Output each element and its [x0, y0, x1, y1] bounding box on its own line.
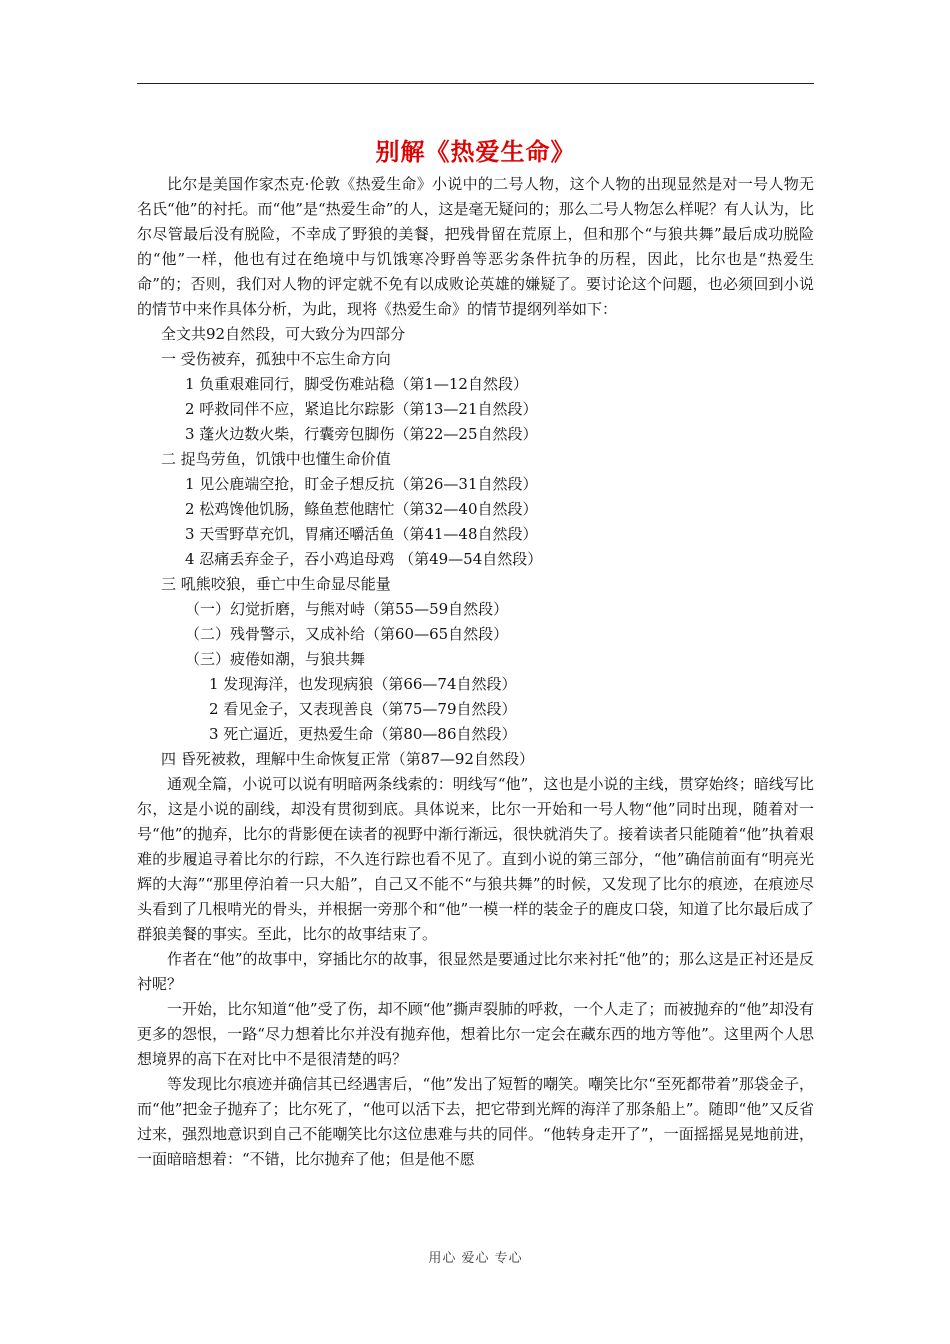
outline-item: 4 忍痛丢弃金子，吞小鸡追母鸡 （第49—54自然段） [185, 550, 543, 568]
body-paragraph: 一开始，比尔知道“他”受了伤，却不顾“他”撕声裂肺的呼救，一个人走了；而被抛弃的“他”却没有更多的怨恨，一路“尽力想着比尔并没有抛弃他，想着比尔一定会在藏东西的地方等他”。这里两个人思想境界的高下在对比中不是很清楚的吗？ [137, 1000, 814, 1068]
outline-subitem: 1 发现海洋，也发现病狼（第66—74自然段） [209, 675, 517, 693]
outline-item: （一）幻觉折磨，与熊对峙（第55—59自然段） [185, 600, 509, 618]
document-body [137, 172, 814, 1172]
document-title: 别解《热爱生命》 [375, 137, 576, 166]
outline-subitem: 3 死亡逼近，更热爱生命（第80—86自然段） [209, 725, 517, 743]
header-rule [137, 83, 814, 84]
outline-item: （三）疲倦如潮，与狼共舞 [185, 650, 366, 668]
outline-item: 2 松鸡馋他饥肠，鲦鱼惹他瞎忙（第32—40自然段） [185, 500, 538, 518]
outline-item: 3 蓬火边数火柴，行囊旁包脚伤（第22—25自然段） [185, 425, 538, 443]
outline-item: 2 呼救同伴不应，紧追比尔踪影（第13—21自然段） [185, 400, 538, 418]
outline-part-1: 一 受伤被弃，孤独中不忘生命方向 [161, 350, 391, 368]
outline-part-2: 二 捉鸟劳鱼，饥饿中也懂生命价值 [161, 450, 391, 468]
intro-paragraph: 比尔是美国作家杰克·伦敦《热爱生命》小说中的二号人物，这个人物的出现显然是对一号人物无名氏“他”的衬托。而“他”是“热爱生命”的人，这是毫无疑问的；那么二号人物怎么样呢？有人认为，比尔尽管最后没有脱险，不幸成了野狼的美餐，把残骨留在荒原上，但和那个“与狼共舞”最后成功脱险的“他”一样，他也有过在绝境中与饥饿寒冷野兽等恶劣条件抗争的历程，因此，比尔也是“热爱生命”的；否则，我们对人物的评定就不免有以成败论英雄的嫌疑了。要讨论这个问题，也必须回到小说的情节中来作具体分析，为此，现将《热爱生命》的情节提纲列举如下： [137, 175, 814, 318]
body-paragraph: 等发现比尔痕迹并确信其已经遇害后，“他”发出了短暂的嘲笑。嘲笑比尔“至死都带着”那袋金子，而“他”把金子抛弃了；比尔死了，“他可以活下去，把它带到光辉的海洋了那条船上”。随即“他”又反省过来，强烈地意识到自己不能嘲笑比尔这位患难与共的同伴。“他转身走开了”，一面摇摇晃晃地前进，一面暗暗想着：“不错，比尔抛弃了他；但是他不愿 [137, 1075, 814, 1168]
outline-item: （二）残骨警示，又成补给（第60—65自然段） [185, 625, 509, 643]
outline-item: 3 天雪野草充饥，胃痛还嚼活鱼（第41—48自然段） [185, 525, 538, 543]
outline-intro: 全文共92自然段，可大致分为四部分 [161, 325, 406, 343]
outline-item: 1 负重艰难同行，脚受伤难站稳（第1—12自然段） [185, 375, 528, 393]
body-paragraph: 作者在“他”的故事中，穿插比尔的故事，很显然是要通过比尔来衬托“他”的；那么这是正衬还是反衬呢？ [137, 950, 814, 993]
outline-item: 1 见公鹿端空抢，盯金子想反抗（第26—31自然段） [185, 475, 538, 493]
outline-subitem: 2 看见金子，又表现善良（第75—79自然段） [209, 700, 517, 718]
body-paragraph: 通观全篇，小说可以说有明暗两条线索的：明线写“他”，这也是小说的主线，贯穿始终；暗线写比尔，这是小说的副线，却没有贯彻到底。具体说来，比尔一开始和一号人物“他”同时出现，随着对一号“他”的抛弃，比尔的背影便在读者的视野中渐行渐远，很快就消失了。接着读者只能随着“他”执着艰难的步履追寻着比尔的行踪，不久连行踪也看不见了。直到小说的第三部分，“他”确信前面有“明亮光辉的大海”“那里停泊着一只大船”，自己又不能不“与狼共舞”的时候，又发现了比尔的痕迹，在痕迹尽头看到了几根啃光的骨头，并根据一旁那个和“他”一模一样的装金子的鹿皮口袋，知道了比尔最后成了群狼美餐的事实。至此，比尔的故事结束了。 [137, 775, 814, 943]
page-footer: 用心 爱心 专心 [428, 1251, 523, 1266]
outline-part-4: 四 昏死被救，理解中生命恢复正常（第87—92自然段） [161, 750, 534, 768]
outline-part-3: 三 吼熊咬狼，垂亡中生命显尽能量 [161, 575, 391, 593]
